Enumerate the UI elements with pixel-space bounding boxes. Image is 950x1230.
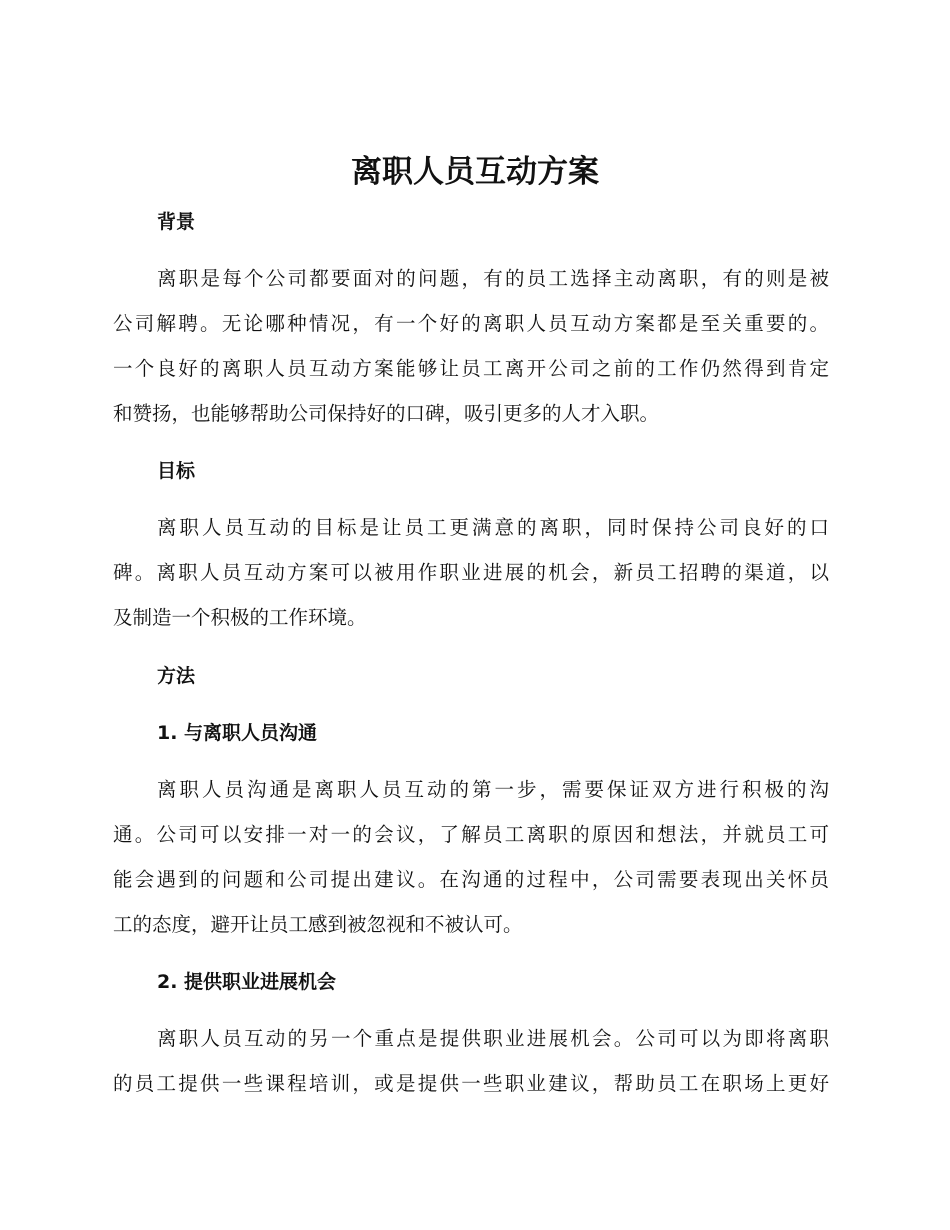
paragraph-line: 一个良好的离职人员互动方案能够让员工离开公司之前的工作仍然得到肯定: [113, 357, 829, 380]
paragraph-line: 离职人员沟通是离职人员互动的第一步，需要保证双方进行积极的沟: [157, 778, 829, 801]
paragraph-line: 公司解聘。无论哪种情况，有一个好的离职人员互动方案都是至关重要的。: [113, 312, 829, 335]
paragraph-communication: [113, 767, 829, 947]
paragraph-goal: [113, 505, 829, 640]
paragraph-line: 及制造一个积极的工作环境。: [113, 606, 367, 629]
paragraph-line: 离职是每个公司都要面对的问题，有的员工选择主动离职，有的则是被: [157, 267, 829, 290]
paragraph-background: [113, 256, 829, 436]
section-heading-method: 方法: [157, 665, 196, 687]
section-heading-goal: 目标: [157, 460, 196, 482]
section-heading-background: 背景: [157, 211, 196, 233]
subsection-heading-career: 2. 提供职业进展机会: [157, 971, 337, 993]
paragraph-line: 工的态度，避开让员工感到被忽视和不被认可。: [113, 913, 523, 936]
page-title: 离职人员互动方案: [351, 154, 599, 190]
paragraph-line: 和赞扬，也能够帮助公司保持好的口碑，吸引更多的人才入职。: [113, 402, 660, 425]
paragraph-line: 通。公司可以安排一对一的会议，了解员工离职的原因和想法，并就员工可: [113, 823, 829, 846]
paragraph-line: 离职人员互动的目标是让员工更满意的离职，同时保持公司良好的口: [157, 516, 829, 539]
paragraph-line: 的员工提供一些课程培训，或是提供一些职业建议，帮助员工在职场上更好: [113, 1072, 829, 1095]
paragraph-career: [113, 1016, 829, 1106]
paragraph-line: 能会遇到的问题和公司提出建议。在沟通的过程中，公司需要表现出关怀员: [113, 868, 829, 891]
paragraph-line: 离职人员互动的另一个重点是提供职业进展机会。公司可以为即将离职: [157, 1027, 829, 1050]
subsection-heading-communication: 1. 与离职人员沟通: [157, 722, 318, 744]
paragraph-line: 碑。离职人员互动方案可以被用作职业进展的机会，新员工招聘的渠道，以: [113, 561, 829, 584]
